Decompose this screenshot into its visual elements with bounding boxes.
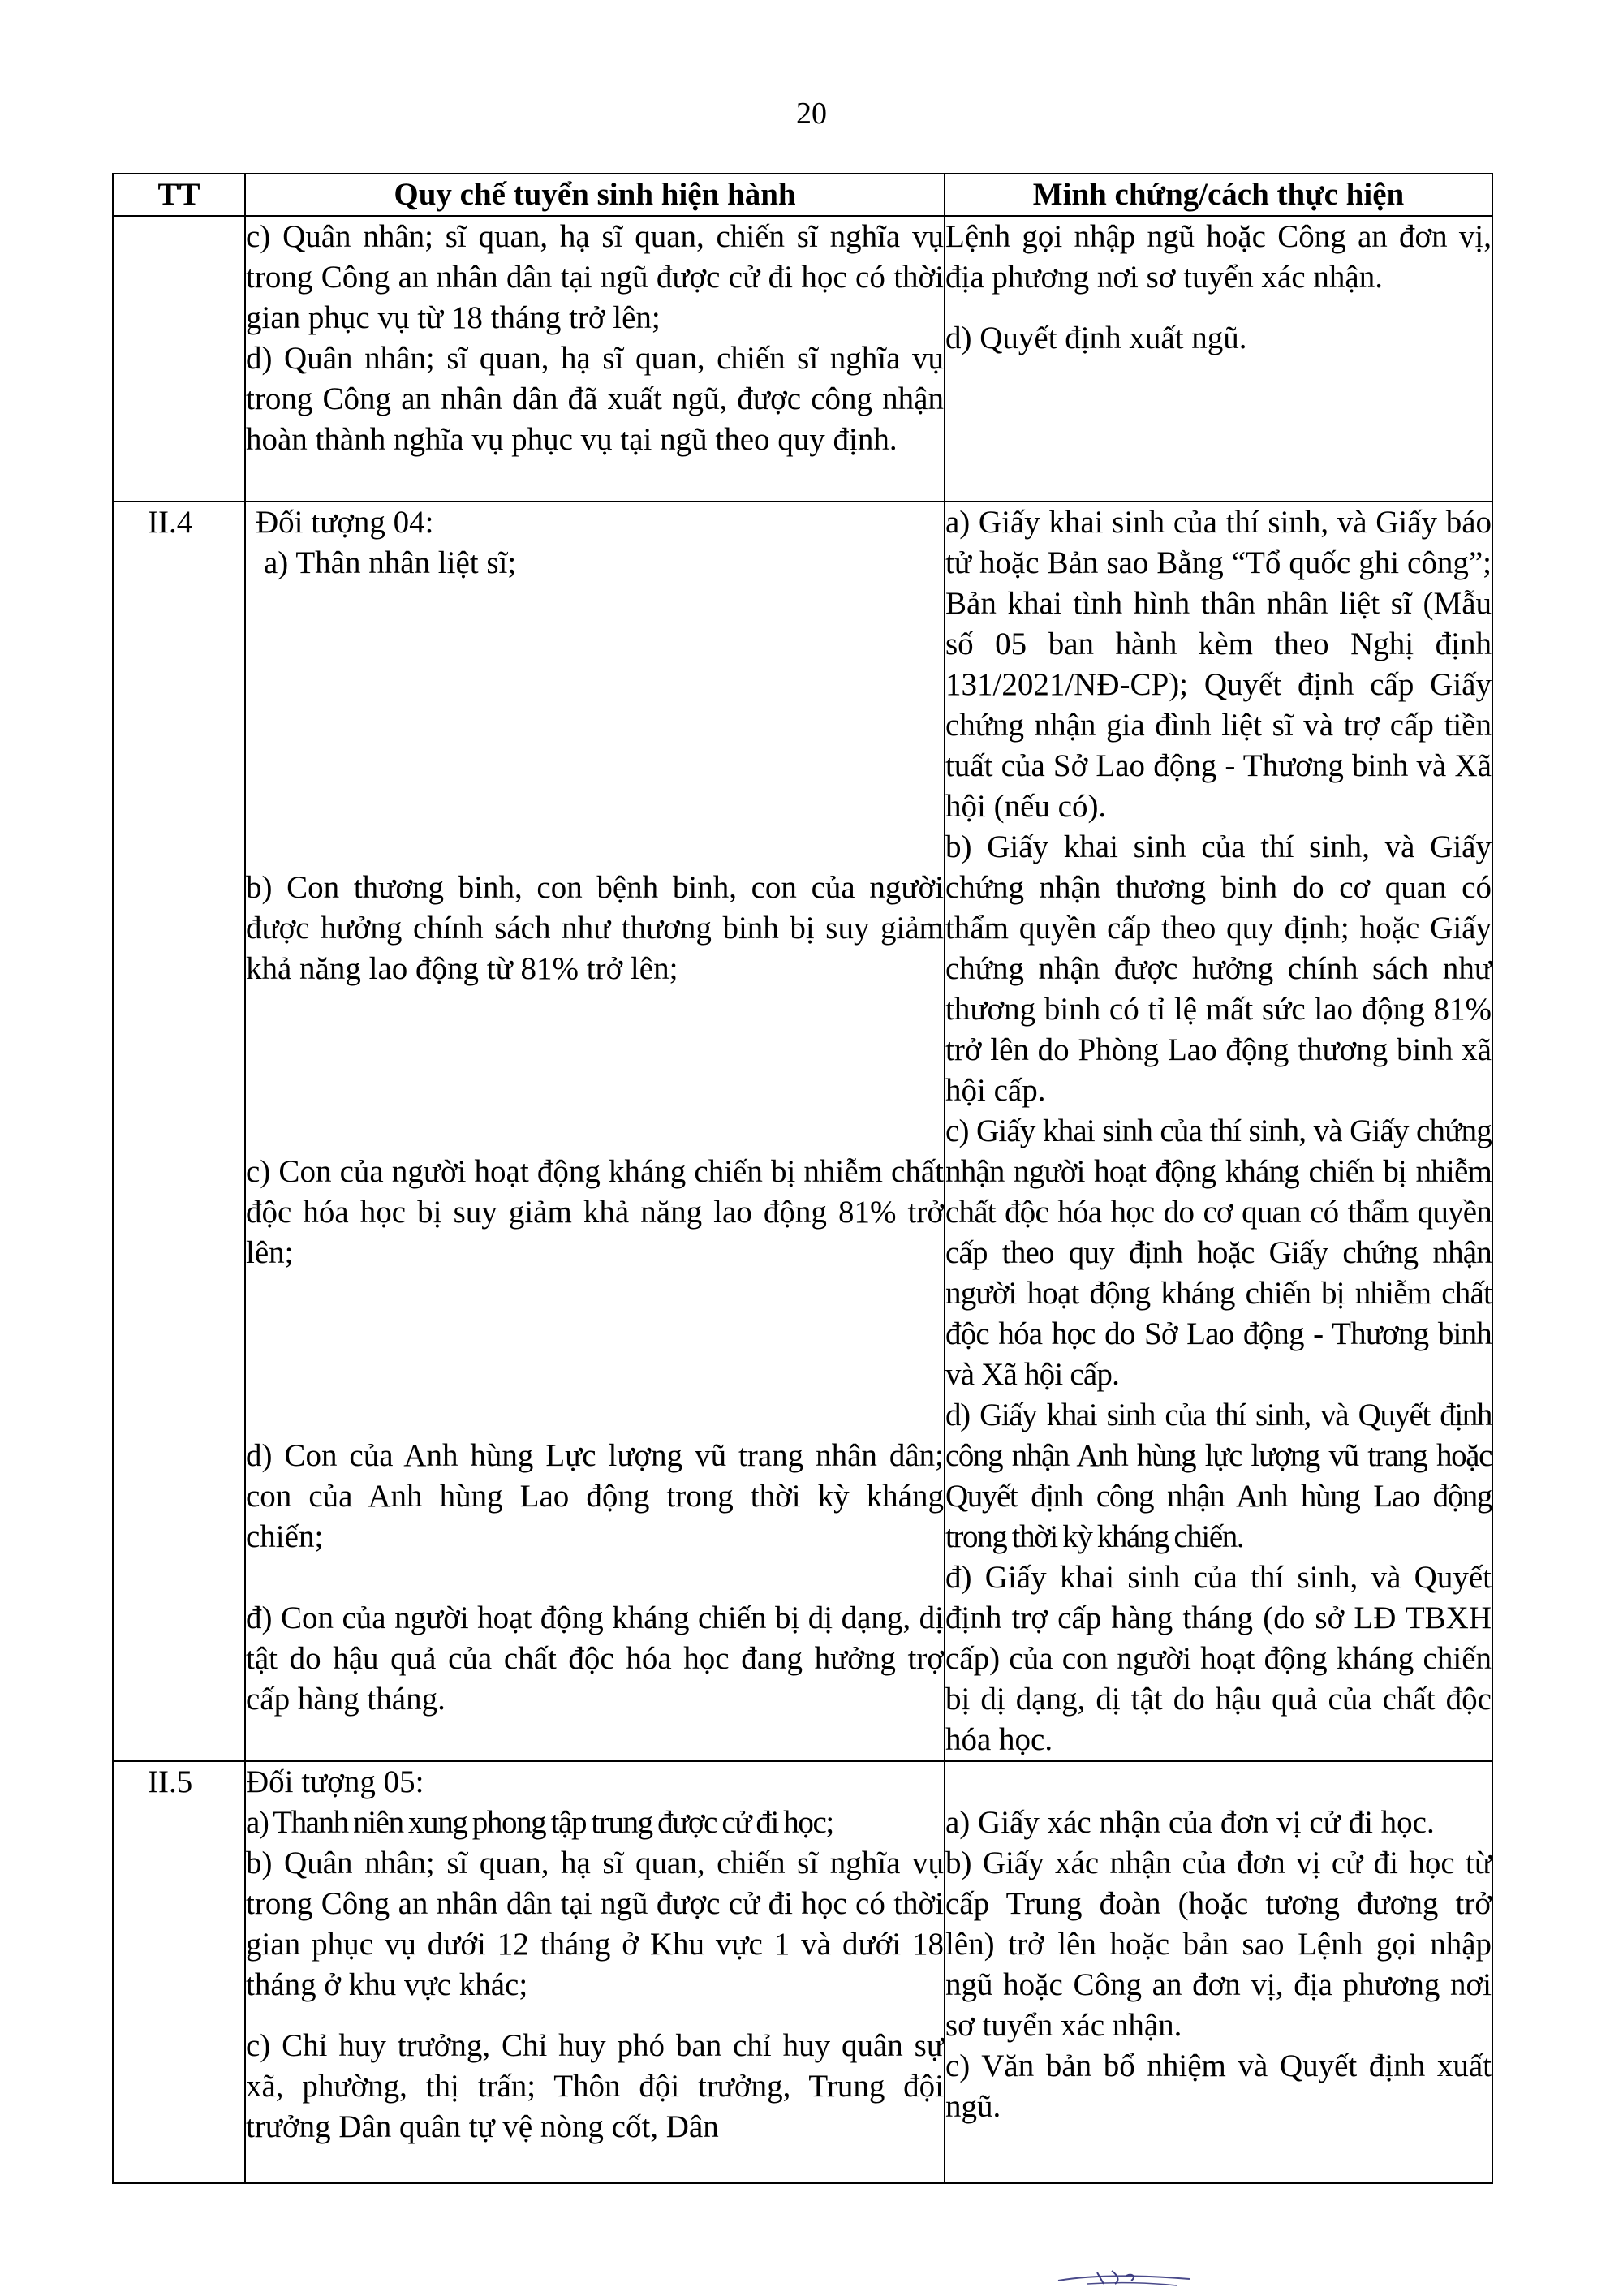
rule-cell	[245, 1761, 945, 2183]
evidence-item: d) Quyết định xuất ngũ.	[945, 321, 1247, 355]
rule-item: đ) Con của người hoạt động kháng chiến bị dị dạng, dị tật do hậu quả của chất độc hóa học đang hưởng trợ cấp hàng tháng.	[246, 1600, 944, 1717]
rule-item: c) Chỉ huy trưởng, Chỉ huy phó ban chỉ huy quân sự xã, phường, thị trấn; Thôn đội trưởng, Trung đội trưởng Dân quân tự vệ nòng cốt, Dân	[246, 2028, 944, 2144]
rule-item: c) Con của người hoạt động kháng chiến bị nhiễm chất độc hóa học bị suy giảm khả năng lao động 81% trở lên;	[246, 1154, 944, 1270]
evidence-cell	[945, 216, 1492, 502]
row-tt: II.5	[113, 1761, 245, 2183]
evidence-item: d) Giấy khai sinh của thí sinh, và Quyết định công nhận Anh hùng lực lượng vũ trang hoặc Quyết định công nhận Anh hùng Lao động trong thời kỳ kháng chiến.	[945, 1398, 1492, 1554]
evidence-item: Lệnh gọi nhập ngũ hoặc Công an đơn vị, địa phương nơi sơ tuyển xác nhận.	[945, 219, 1492, 295]
rule-heading: Đối tượng 05:	[246, 1764, 424, 1799]
evidence-item: a) Giấy khai sinh của thí sinh, và Giấy báo tử hoặc Bản sao Bằng “Tổ quốc ghi công”; Bản khai tình hình thân nhân liệt sĩ (Mẫu số 05 ban hành kèm theo Nghị định 131/2021/NĐ-CP); Quyết định cấp Giấy chứng nhận gia đình liệt sĩ và trợ cấp tiền tuất của Sở Lao động - Thương binh và Xã hội (nếu có).	[945, 505, 1492, 824]
evidence-item: b) Giấy xác nhận của đơn vị cử đi học từ cấp Trung đoàn (hoặc tương đương trở lên) trở lên hoặc bản sao Lệnh gọi nhập ngũ hoặc Công an đơn vị, địa phương nơi sơ tuyển xác nhận.	[945, 1846, 1492, 2043]
signature-mark	[1055, 2266, 1193, 2289]
rule-item: a) Thanh niên xung phong tập trung được cử đi học;	[246, 1805, 833, 1840]
header-rule: Quy chế tuyển sinh hiện hành	[245, 174, 945, 216]
evidence-item: a) Giấy xác nhận của đơn vị cử đi học.	[945, 1805, 1435, 1840]
rule-cell	[245, 502, 945, 1761]
rule-cell	[245, 216, 945, 502]
table-row	[113, 216, 1492, 502]
row-tt	[113, 216, 245, 502]
admission-rules-table	[112, 173, 1493, 2184]
rule-item: d) Quân nhân; sĩ quan, hạ sĩ quan, chiến sĩ nghĩa vụ trong Công an nhân dân đã xuất ngũ, được công nhận hoàn thành nghĩa vụ phục vụ tại ngũ theo quy định.	[246, 341, 944, 457]
page-number: 20	[796, 97, 827, 131]
header-evidence: Minh chứng/cách thực hiện	[945, 174, 1492, 216]
table-header-row	[113, 174, 1492, 216]
rule-item: c) Quân nhân; sĩ quan, hạ sĩ quan, chiến sĩ nghĩa vụ trong Công an nhân dân tại ngũ được cử đi học có thời gian phục vụ từ 18 tháng trở lên;	[246, 219, 944, 335]
evidence-cell	[945, 502, 1492, 1761]
rule-item: b) Quân nhân; sĩ quan, hạ sĩ quan, chiến sĩ nghĩa vụ trong Công an nhân dân tại ngũ được cử đi học có thời gian phục vụ dưới 12 tháng ở Khu vực 1 và dưới 18 tháng ở khu vực khác;	[246, 1846, 944, 2002]
evidence-cell	[945, 1761, 1492, 2183]
evidence-item: c) Giấy khai sinh của thí sinh, và Giấy chứng nhận người hoạt động kháng chiến bị nhiễm chất độc hóa học do cơ quan có thẩm quyền cấp theo quy định hoặc Giấy chứng nhận người hoạt động kháng chiến bị nhiễm chất độc hóa học do Sở Lao động - Thương binh và Xã hội cấp.	[945, 1114, 1492, 1392]
rule-item: a) Thân nhân liệt sĩ;	[264, 545, 517, 580]
rule-item: b) Con thương binh, con bệnh binh, con của người được hưởng chính sách như thương binh bị suy giảm khả năng lao động từ 81% trở lên;	[246, 870, 944, 986]
table-row	[113, 502, 1492, 1761]
table-row	[113, 1761, 1492, 2183]
evidence-item: c) Văn bản bổ nhiệm và Quyết định xuất ngũ.	[945, 2048, 1492, 2124]
evidence-item: b) Giấy khai sinh của thí sinh, và Giấy chứng nhận thương binh do cơ quan có thẩm quyền cấp theo quy định; hoặc Giấy chứng nhận được hưởng chính sách như thương binh có tỉ lệ mất sức lao động 81% trở lên do Phòng Lao động thương binh xã hội cấp.	[945, 829, 1492, 1108]
row-tt: II.4	[113, 502, 245, 1761]
header-tt: TT	[113, 174, 245, 216]
evidence-item: đ) Giấy khai sinh của thí sinh, và Quyết định trợ cấp hàng tháng (do sở LĐ TBXH cấp) của con người hoạt động kháng chiến bị dị dạng, dị tật do hậu quả của chất độc hóa học.	[945, 1560, 1492, 1757]
rule-heading: Đối tượng 04:	[256, 505, 434, 540]
rule-item: d) Con của Anh hùng Lực lượng vũ trang nhân dân; con của Anh hùng Lao động trong thời kỳ kháng chiến;	[246, 1438, 944, 1554]
